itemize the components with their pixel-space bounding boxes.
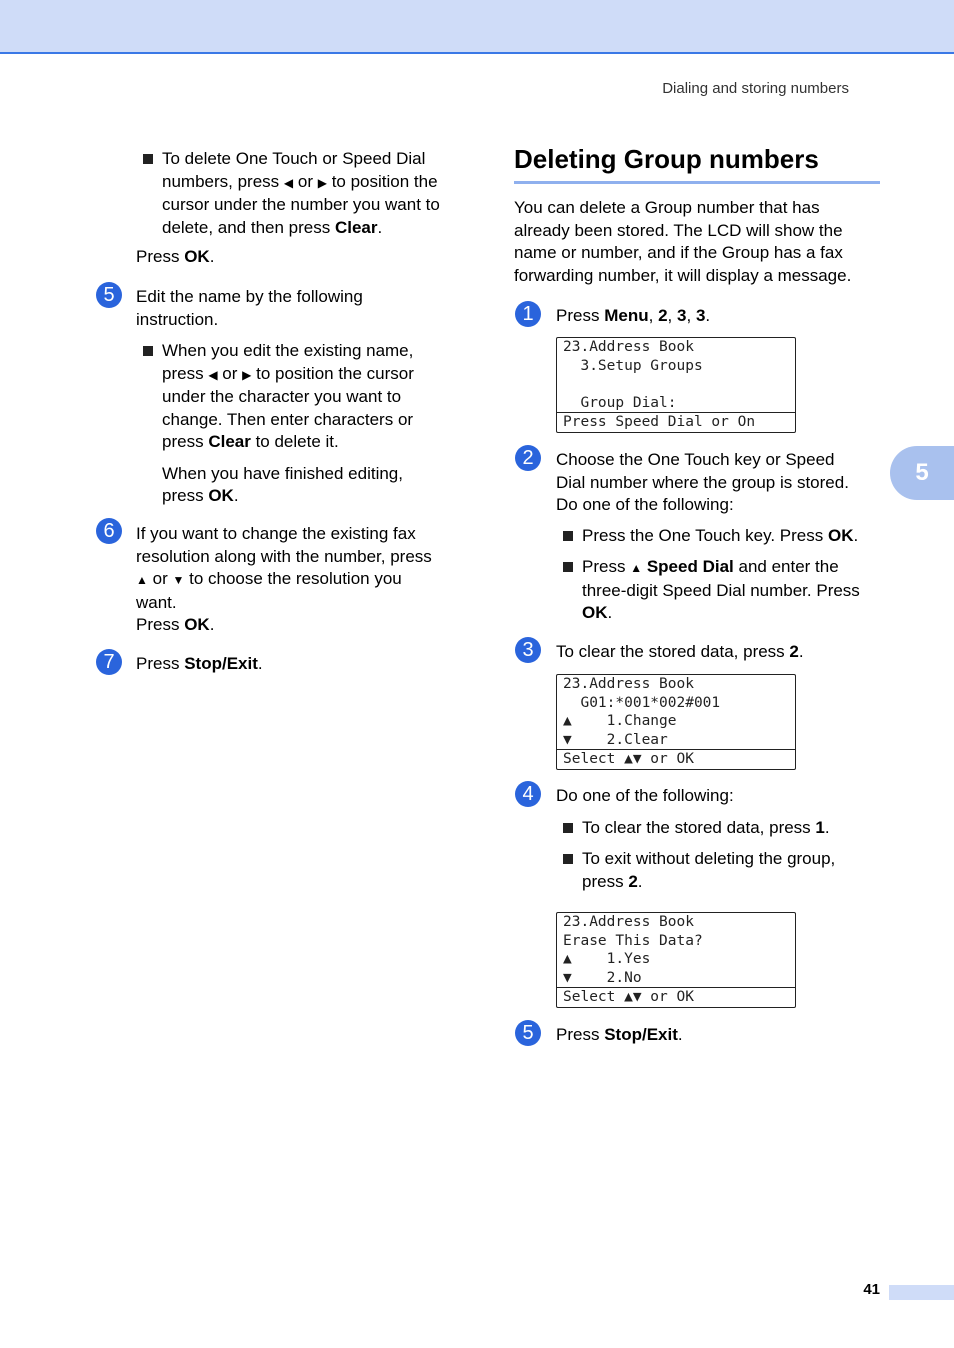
- step-1-text: Press Menu, 2, 3, 3.: [556, 306, 711, 325]
- lcd-line: G01:*001*002#001: [563, 694, 721, 711]
- step-5-text: Edit the name by the following instruction.: [136, 287, 363, 329]
- step-6-text: If you want to change the existing fax resolution along with the number, press ▲ or ▼ to choose the resolution you want. Press OK.: [136, 524, 432, 634]
- text-line: When you edit the existing name,: [162, 341, 414, 360]
- chapter-tab: [890, 446, 954, 500]
- text-line: press Clear to delete it.: [162, 432, 339, 451]
- lcd-line: ▲ 1.Yes: [563, 951, 651, 967]
- bullet-square-icon: [563, 531, 573, 541]
- bullet-square-icon: [563, 823, 573, 833]
- bullet-edit-name: [162, 340, 414, 508]
- lcd-status-line: Select ▲▼ or OK: [557, 987, 795, 1007]
- text-line: delete, and then press Clear.: [162, 217, 383, 237]
- down-arrow-icon: ▼: [172, 573, 185, 587]
- bullet-delete-numbers: [162, 148, 440, 239]
- step-4-text: Do one of the following:: [556, 786, 734, 805]
- lcd-line: 23.Address Book: [563, 914, 694, 930]
- bullet-square-icon: [143, 154, 153, 164]
- bullet-clear-data: To clear the stored data, press 1.: [582, 817, 830, 840]
- text-line: press OK.: [162, 486, 239, 505]
- right-arrow-icon: ▶: [242, 367, 252, 382]
- lcd-line: Group Dial:: [563, 394, 677, 411]
- bullet-speed-dial: Press ▲ Speed Dial and enter the three-digit Speed Dial number. Press OK.: [582, 556, 860, 625]
- intro-paragraph: You can delete a Group number that has already been stored. The LCD will show the name or number, and if the Group has a fax forwarding number, it will display a message.: [514, 198, 852, 285]
- bullet-exit: To exit without deleting the group, press 2.: [582, 848, 835, 893]
- page-number: 41: [863, 1281, 880, 1298]
- lcd-setup-groups: [556, 337, 796, 433]
- running-header: Dialing and storing numbers: [662, 80, 849, 97]
- right-arrow-icon: ▶: [317, 175, 327, 190]
- press-ok-line: Press OK.: [136, 247, 215, 266]
- text-line: To delete One Touch or Speed Dial: [162, 149, 426, 168]
- left-arrow-icon: ◀: [283, 175, 294, 190]
- text-line: under the character you want to: [162, 387, 402, 406]
- lcd-line: 23.Address Book: [563, 339, 694, 355]
- left-arrow-icon: ◀: [208, 367, 218, 382]
- text-line: When you have finished editing,: [162, 463, 403, 483]
- lcd-line: ▼ 2.No: [563, 969, 642, 986]
- section-heading: Deleting Group numbers: [514, 144, 819, 174]
- step-5b-text: Press Stop/Exit.: [556, 1025, 683, 1044]
- lcd-line: ▼ 2.Clear: [563, 731, 668, 748]
- step-6-marker: 6: [96, 518, 122, 544]
- text-line: press ◀ or ▶ to position the cursor: [162, 363, 414, 383]
- lcd-line: 23.Address Book: [563, 676, 694, 692]
- lcd-line: Erase This Data?: [563, 932, 703, 949]
- lcd-line: [557, 375, 795, 394]
- step-5-marker: 5: [96, 282, 122, 308]
- bullet-square-icon: [563, 854, 573, 864]
- step-7-text: Press Stop/Exit.: [136, 654, 263, 673]
- lcd-group-options: [556, 674, 796, 770]
- chapter-number: 5: [915, 459, 929, 486]
- step-5b-marker: 5: [515, 1020, 541, 1046]
- bullet-square-icon: [143, 346, 153, 356]
- step-2-text: Choose the One Touch key or Speed Dial number where the group is stored. Do one of the following:: [556, 450, 849, 514]
- lcd-line: 3.Setup Groups: [563, 357, 703, 374]
- text-line: numbers, press ◀ or ▶ to position the: [162, 171, 438, 191]
- lcd-status-line: Press Speed Dial or On: [557, 412, 795, 432]
- text-line: change. Then enter characters or: [162, 409, 414, 429]
- lcd-erase-confirm: [556, 912, 796, 1008]
- step-3-marker: 3: [515, 637, 541, 663]
- bullet-one-touch: Press the One Touch key. Press OK.: [582, 525, 858, 548]
- lcd-status-line: Select ▲▼ or OK: [557, 749, 795, 769]
- lcd-line: ▲ 1.Change: [563, 713, 677, 729]
- up-arrow-icon: ▲: [630, 561, 643, 575]
- step-3-text: To clear the stored data, press 2.: [556, 642, 804, 661]
- text-line: cursor under the number you want to: [162, 195, 440, 214]
- up-arrow-icon: ▲: [136, 573, 148, 587]
- step-1-marker: 1: [515, 301, 541, 327]
- footer-band: [889, 1285, 954, 1300]
- step-4-marker: 4: [515, 781, 541, 807]
- step-7-marker: 7: [96, 649, 122, 675]
- step-2-marker: 2: [515, 445, 541, 471]
- heading-rule: [514, 181, 880, 184]
- bullet-square-icon: [563, 562, 573, 572]
- header-band: [0, 0, 954, 54]
